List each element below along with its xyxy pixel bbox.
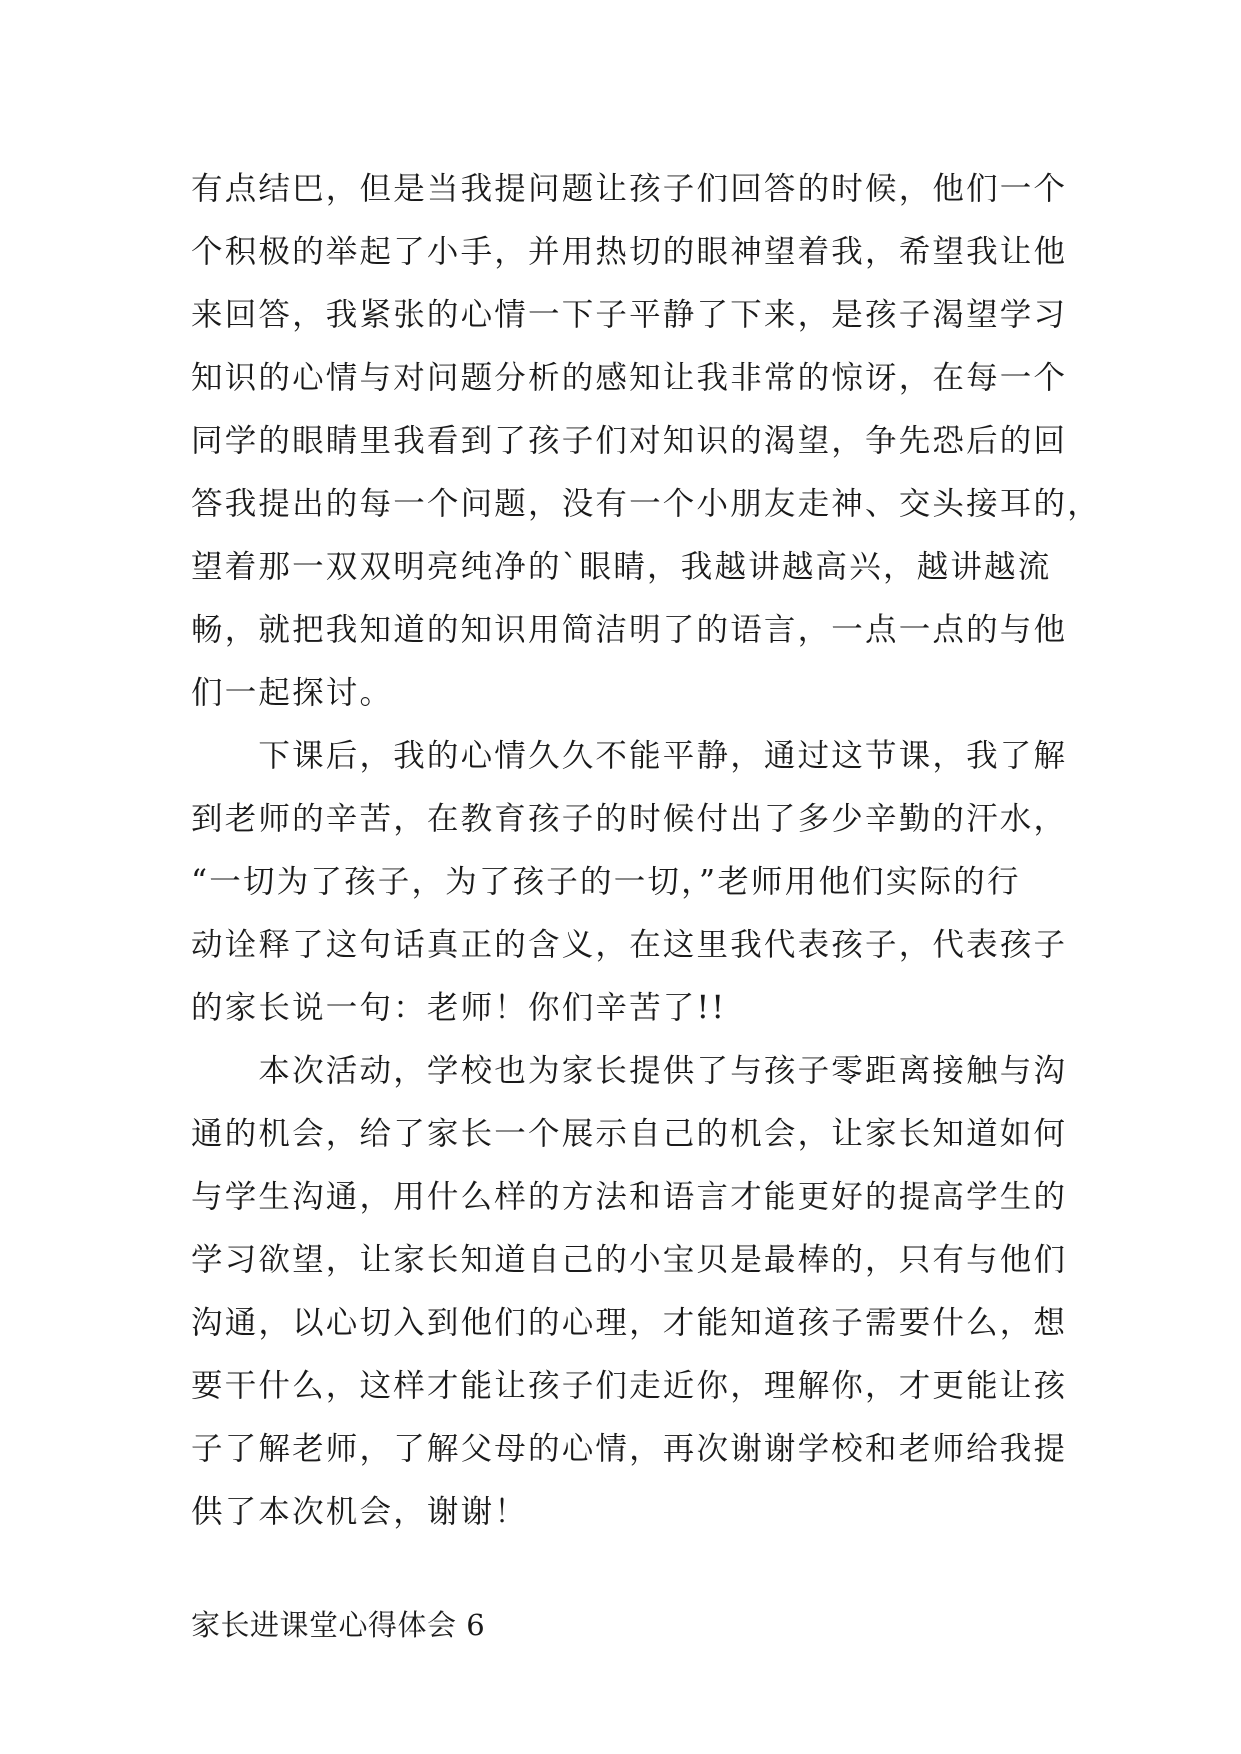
text-line: 知识的心情与对问题分析的感知让我非常的惊讶，在每一个 <box>191 360 1068 396</box>
section-spacer <box>191 1544 1051 1594</box>
text-line: 通的机会，给了家长一个展示自己的机会，让家长知道如何 <box>191 1116 1068 1152</box>
text-line: 与学生沟通，用什么样的方法和语言才能更好的提高学生的 <box>191 1179 1068 1215</box>
text-line: “一切为了孩子，为了孩子的一切，”老师用他们实际的行 <box>191 864 1021 900</box>
text-line: 们一起探讨。 <box>191 675 394 711</box>
text-line: 有点结巴，但是当我提问题让孩子们回答的时候，他们一个 <box>191 171 1068 207</box>
text-line: 望着那一双双明亮纯净的`眼睛，我越讲越高兴，越讲越流 <box>191 549 1052 585</box>
section-heading: 家长进课堂心得体会 6 <box>191 1608 486 1642</box>
text-line: 同学的眼睛里我看到了孩子们对知识的渴望，争先恐后的回 <box>191 423 1068 459</box>
document-body <box>191 158 1101 1657</box>
text-line: 学习欲望，让家长知道自己的小宝贝是最棒的，只有与他们 <box>191 1242 1068 1278</box>
text-line: 要干什么，这样才能让孩子们走近你，理解你，才更能让孩 <box>191 1368 1068 1404</box>
text-line: 答我提出的每一个问题，没有一个小朋友走神、交头接耳的， <box>191 486 1101 522</box>
text-line: 供了本次机会，谢谢！ <box>191 1494 529 1530</box>
text-line: 沟通，以心切入到他们的心理，才能知道孩子需要什么，想 <box>191 1305 1068 1341</box>
text-line: 个积极的举起了小手，并用热切的眼神望着我，希望我让他 <box>191 234 1068 270</box>
text-line: 动诠释了这句话真正的含义，在这里我代表孩子，代表孩子 <box>191 927 1068 963</box>
text-line: 下课后，我的心情久久不能平静，通过这节课，我了解 <box>191 738 1068 774</box>
text-line: 本次活动，学校也为家长提供了与孩子零距离接触与沟 <box>191 1053 1068 1089</box>
text-line: 到老师的辛苦，在教育孩子的时候付出了多少辛勤的汗水， <box>191 801 1068 837</box>
text-line: 畅，就把我知道的知识用简洁明了的语言，一点一点的与他 <box>191 612 1068 648</box>
text-line: 的家长说一句：老师！你们辛苦了!! <box>191 990 727 1026</box>
text-line: 来回答，我紧张的心情一下子平静了下来，是孩子渴望学习 <box>191 297 1068 333</box>
text-line: 子了解老师，了解父母的心情，再次谢谢学校和老师给我提 <box>191 1431 1068 1467</box>
